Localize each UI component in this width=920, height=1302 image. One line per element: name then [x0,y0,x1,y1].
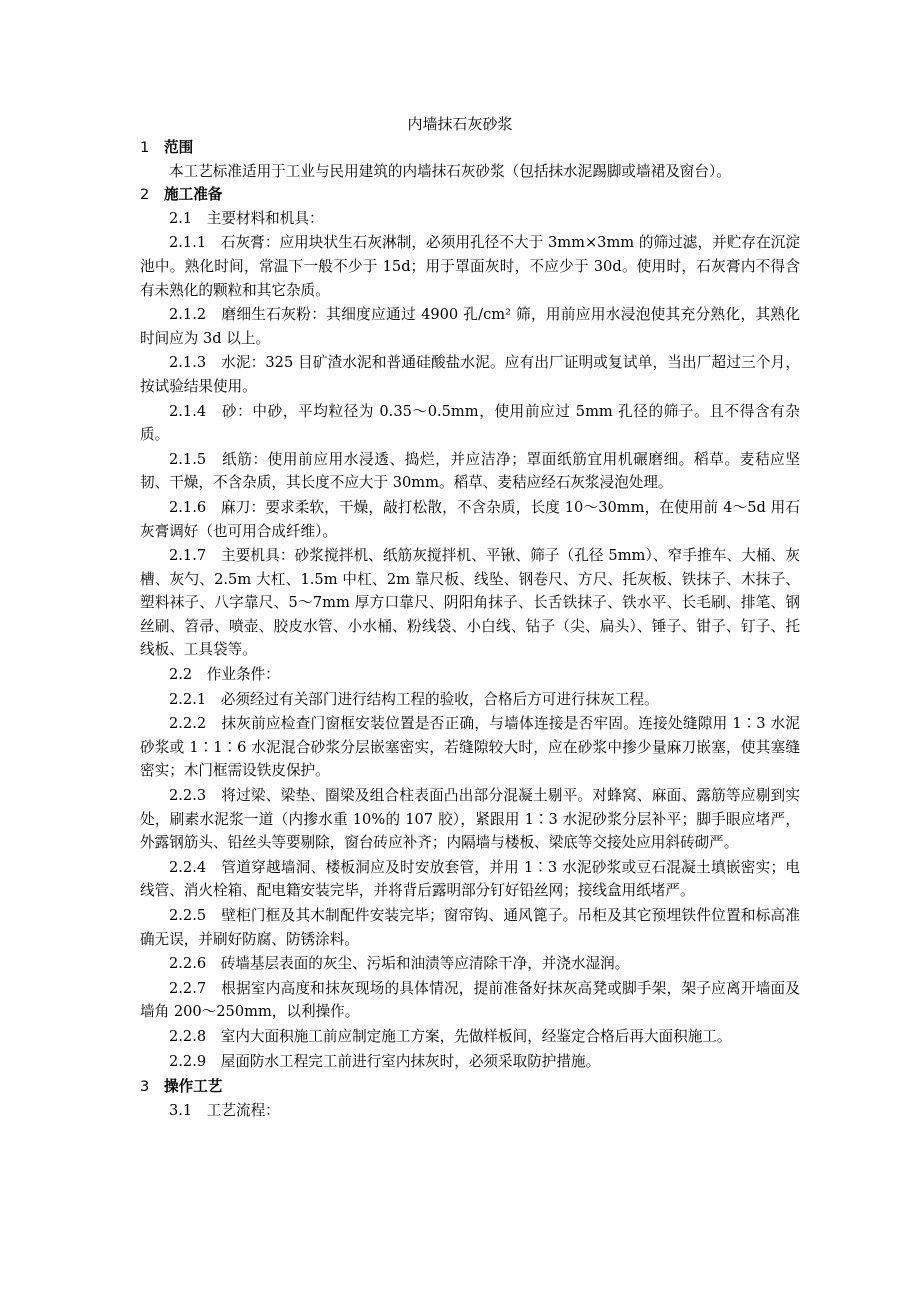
section-title: 范围 [164,139,194,156]
paragraph-cement: 2.1.3 水泥：325 目矿渣水泥和普通硅酸盐水泥。应有出厂证明或复试单，当出厂超过三个月，按试验结果使用。 [140,354,800,395]
paragraph-quicklime-powder: 2.1.2 磨细生石灰粉：其细度应通过 4900 孔/cm² 筛，用前应用水浸泡使其充分熟化，其熟化时间应为 3d 以上。 [140,306,800,347]
paragraph-lime-putty: 2.1.1 石灰膏：应用块状生石灰淋制，必须用孔径不大于 3mm×3mm 的筛过滤，并贮存在沉淀池中。熟化时间，常温下一般不少于 15d；用于罩面灰时，不应少于 30d。使用时，石灰膏内不得含有未熟化的颗粒和其它杂质。 [140,234,800,299]
subsection-work-conditions: 2.2 作业条件： [169,666,280,684]
section-title: 操作工艺 [164,1078,223,1096]
paragraph-scope: 本工艺标准适用于工业与民用建筑的内墙抹石灰砂浆（包括抹水泥踢脚或墙裙及窗台）。 [169,162,731,180]
section-heading-operation [140,1075,800,1099]
paragraph-surface-cleaning: 2.2.6 砖墙基层表面的灰尘、污垢和油渍等应清除干净，并浇水湿润。 [169,955,630,973]
paragraph-acceptance: 2.2.1 必须经过有关部门进行结构工程的验收，合格后方可进行抹灰工程。 [169,690,659,708]
paragraph-sand: 2.1.4 砂：中砂，平均粒径为 0.35～0.5mm，使用前应过 5mm 孔径的筛子。且不得含有杂质。 [140,402,800,444]
section-heading-preparation [140,183,800,207]
paragraph-surface-leveling: 2.2.3 将过梁、梁垫、圈梁及组合柱表面凸出部分混凝土剔平。对蜂窝、麻面、露筋等应剔到实处，刷素水泥浆一道（内掺水重 10%的 107 胶），紧跟用 1∶3 水泥砂浆分层补平；脚手眼应堵严，外露钢筋头、铅丝头等要剔除，窗台砖应补齐；内隔墙与楼板、梁底等交接处应用斜砖砌严。 [140,787,800,852]
section-title: 施工准备 [164,186,223,204]
document-title: 内墙抹石灰砂浆 [407,115,513,133]
paragraph-sample-room: 2.2.8 室内大面积施工前应制定施工方案，先做样板间，经鉴定合格后再大面积施工。 [169,1027,732,1045]
section-number: 3 [140,1078,150,1096]
paragraph-pipes: 2.2.4 管道穿越墙洞、楼板洞应及时安放套管，并用 1∶3 水泥砂浆或豆石混凝土填嵌密实；电线管、消火栓箱、配电籍安装完毕，并将背后露明部分钉好铅丝网；接线盒用纸堵严。 [140,858,800,900]
paragraph-scaffolding: 2.2.7 根据室内高度和抹灰现场的具体情况，提前准备好抹灰高凳或脚手架，架子应离开墙面及墙角 200～250mm，以利操作。 [140,979,800,1021]
section-heading-scope [140,136,800,160]
section-number: 2 [140,186,150,204]
paragraph-frame-check: 2.2.2 抹灰前应检查门窗框安装位置是否正确，与墙体连接是否牢固。连接处缝隙用 1∶3 水泥砂浆或 1∶1∶6 水泥混合砂浆分层嵌塞密实，若缝隙较大时，应在砂浆中掺少量麻刀嵌塞，使其塞缝密实；木门框需设铁皮保护。 [140,715,800,780]
paragraph-roof-protection: 2.2.9 屋面防水工程完工前进行室内抹灰时，必须采取防护措施。 [169,1052,601,1070]
paragraph-hemp-fiber: 2.1.6 麻刀：要求柔软，干燥，敲打松散，不含杂质，长度 10～30mm，在使用前 4～5d 用石灰膏调好（也可用合成纤维）。 [140,498,800,540]
paragraph-cabinet-frames: 2.2.5 壁柜门框及其木制配件安装完毕；窗帘钩、通风篦子。吊柜及其它预埋铁件位置和标高准确无误，并刷好防腐、防锈涂料。 [140,907,800,948]
section-number: 1 [140,139,150,156]
paragraph-paper-fiber: 2.1.5 纸筋：使用前应用水浸透、捣烂，并应洁净；罩面纸筋宜用机碾磨细。稻草。麦秸应坚韧、干燥，不含杂质，其长度不应大于 30mm。稻草、麦秸应经石灰浆浸泡处理。 [140,450,800,492]
document-body [140,136,800,1122]
paragraph-tools: 2.1.7 主要机具：砂浆搅拌机、纸筋灰搅拌机、平锹、筛子（孔径 5mm）、窄手推车、大桶、灰槽、灰勺、2.5m 大杠、1.5m 中杠、2m 靠尺板、线坠、钢卷尺、方尺、托灰板、铁抹子、木抹子、塑料袜子、八字靠尺、5～7mm 厚方口靠尺、阴阳角抹子、长舌铁抹子、铁水平、长毛刷、排笔、钢丝刷、笤帚、喷壶、胶皮水管、小水桶、粉线袋、小白线、钻子（尖、扁头）、锤子、钳子、钉子、托线板、工具袋等。 [140,547,800,659]
subsection-process-flow: 3.1 工艺流程： [169,1101,280,1119]
subsection-materials-tools: 2.1 主要材料和机具： [169,209,324,227]
